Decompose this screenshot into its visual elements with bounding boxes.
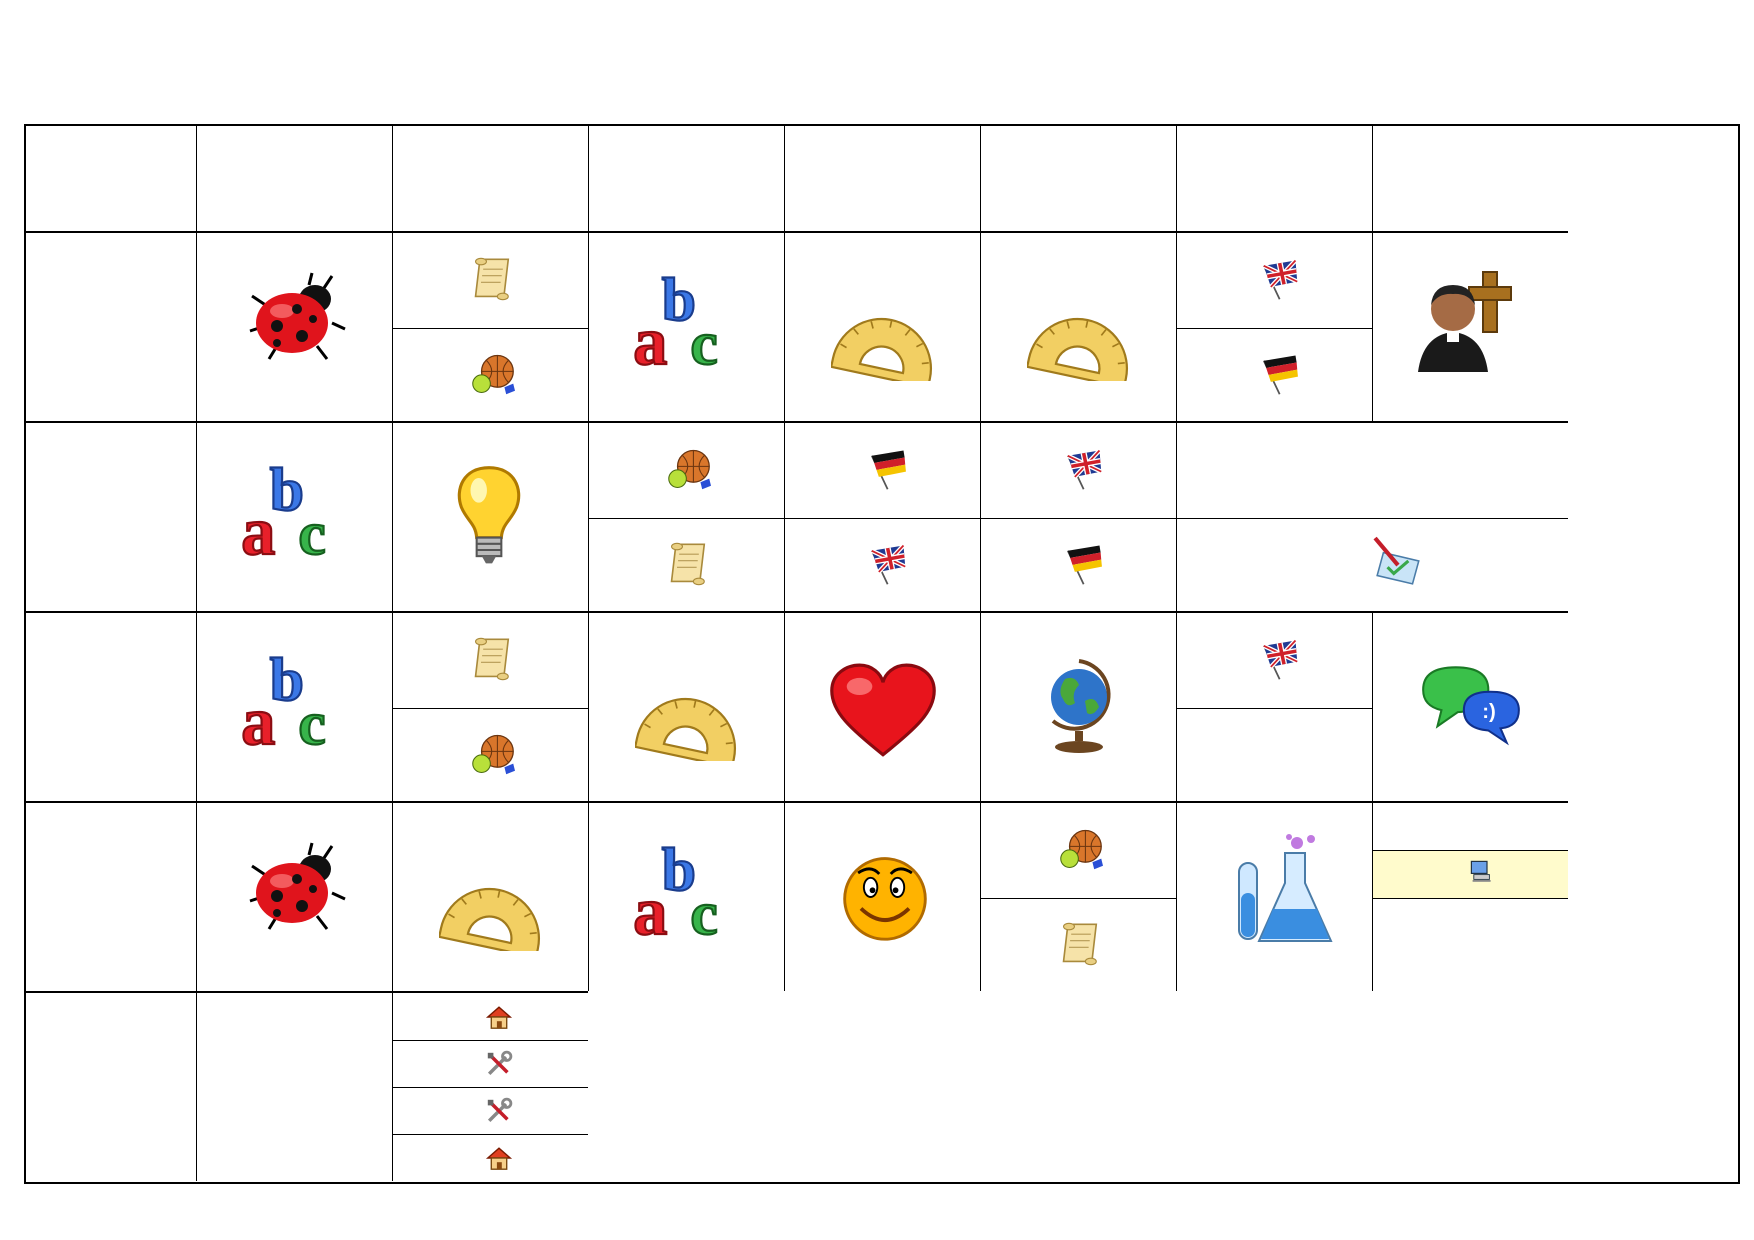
balls-icon [471, 350, 515, 398]
chat-icon [1415, 659, 1527, 751]
svg-text:a: a [241, 493, 276, 563]
lesson-ut3b[interactable] [589, 518, 784, 611]
lesson-stv7[interactable] [1373, 850, 1568, 899]
cell-po-4 [784, 231, 980, 421]
protractor-icon [1027, 291, 1137, 381]
lesson-ut1[interactable] [197, 423, 392, 611]
svg-text:b: b [661, 266, 697, 335]
protractor-icon [635, 671, 745, 761]
ladybug-icon [247, 271, 347, 361]
lesson-po2b[interactable] [393, 328, 588, 421]
cell-pi-1 [196, 991, 392, 1181]
svg-text:c: c [298, 500, 326, 563]
smiley-icon [837, 849, 933, 945]
cell-stv-3 [588, 801, 784, 991]
lesson-stv3[interactable] [589, 803, 784, 991]
cell-ut-3 [588, 421, 784, 611]
lesson-po3[interactable] [589, 233, 784, 421]
de-flag-icon [1255, 350, 1299, 398]
cell-stv-2 [392, 801, 588, 991]
cell-st-4 [784, 611, 980, 801]
svg-text:c: c [690, 880, 718, 943]
cell-po-5 [980, 231, 1176, 421]
lesson-st4[interactable] [785, 613, 980, 801]
de-flag-icon [1059, 540, 1103, 588]
cell-ut-1 [196, 421, 392, 611]
cell-st-6 [1176, 611, 1372, 801]
day-header [26, 421, 196, 611]
cell-divider [1177, 708, 1372, 709]
uk-flag-icon [1059, 445, 1103, 493]
lesson-st3[interactable] [589, 613, 784, 801]
balls-icon [667, 445, 711, 493]
lesson-ut2[interactable] [393, 423, 588, 611]
svg-text:c: c [298, 690, 326, 753]
balls-icon [1059, 825, 1103, 873]
svg-text:b: b [661, 836, 697, 905]
cell-ut-2 [392, 421, 588, 611]
timetable-grid [24, 124, 1740, 1184]
lesson-pi2d[interactable] [393, 1134, 588, 1181]
protractor-icon [831, 291, 941, 381]
abc-icon [239, 643, 349, 753]
lesson-st2a[interactable] [393, 613, 588, 708]
priest-icon [1413, 267, 1523, 377]
cell-st-1 [196, 611, 392, 801]
lesson-ut3a[interactable] [589, 423, 784, 518]
cell-po-3 [588, 231, 784, 421]
svg-text:a: a [633, 873, 668, 943]
ladybug-icon [247, 841, 347, 931]
day-header [26, 991, 196, 1181]
scroll-icon [471, 635, 515, 683]
lesson-pi2c[interactable] [393, 1087, 588, 1134]
lesson-po7[interactable] [1373, 233, 1568, 421]
lesson-po4[interactable] [785, 233, 980, 421]
day-header [26, 801, 196, 991]
period-header-2 [392, 126, 588, 231]
heart-icon [829, 663, 937, 759]
lesson-stv6[interactable] [1177, 803, 1372, 991]
scroll-icon [471, 255, 515, 303]
flask-icon [1227, 833, 1337, 953]
abc-icon [631, 263, 741, 373]
cell-stv-5 [980, 801, 1176, 991]
period-header-7 [1372, 126, 1568, 231]
bulb-icon [453, 463, 525, 567]
protractor-icon [439, 861, 549, 951]
scroll-icon [1059, 920, 1103, 968]
lesson-stv2[interactable] [393, 803, 588, 991]
de-flag-icon [863, 445, 907, 493]
lesson-ut67[interactable] [1177, 518, 1568, 611]
lesson-ut5a[interactable] [981, 423, 1176, 518]
pen-paper-icon [1373, 536, 1425, 588]
cell-po-6 [1176, 231, 1372, 421]
lesson-pi2b[interactable] [393, 1040, 588, 1087]
uk-flag-icon [1255, 635, 1299, 683]
globe-icon [1039, 653, 1119, 757]
lesson-st2b[interactable] [393, 708, 588, 801]
cell-ut-67 [1176, 421, 1568, 611]
svg-text::): :) [1482, 701, 1496, 724]
svg-text:c: c [690, 310, 718, 373]
cell-po-7 [1372, 231, 1568, 421]
lesson-ut4b[interactable] [785, 518, 980, 611]
svg-text:b: b [269, 456, 305, 525]
cell-po-1 [196, 231, 392, 421]
balls-icon [471, 730, 515, 778]
lesson-po1[interactable] [197, 233, 392, 421]
lesson-stv5b[interactable] [981, 898, 1176, 991]
house-icon [485, 1144, 513, 1172]
lesson-po5[interactable] [981, 233, 1176, 421]
lesson-po6b[interactable] [1177, 328, 1372, 421]
uk-flag-icon [863, 540, 907, 588]
cell-pi-2 [392, 991, 588, 1181]
cell-ut-5 [980, 421, 1176, 611]
tools-icon [485, 1097, 513, 1125]
lesson-stv5a[interactable] [981, 803, 1176, 898]
computer-icon [1469, 859, 1493, 883]
cell-st-7 [1372, 611, 1568, 801]
period-header-5 [980, 126, 1176, 231]
period-header-6 [1176, 126, 1372, 231]
abc-icon [239, 453, 349, 563]
day-header [26, 231, 196, 421]
lesson-st5[interactable] [981, 613, 1176, 801]
cell-stv-1 [196, 801, 392, 991]
day-header [26, 611, 196, 801]
scroll-icon [667, 540, 711, 588]
svg-text:a: a [241, 683, 276, 753]
period-header-4 [784, 126, 980, 231]
abc-icon [631, 833, 741, 943]
cell-stv-7 [1372, 801, 1568, 991]
lesson-stv1[interactable] [197, 803, 392, 991]
lesson-st7[interactable] [1373, 613, 1568, 801]
cell-ut-4 [784, 421, 980, 611]
house-icon [485, 1003, 513, 1031]
cell-stv-4 [784, 801, 980, 991]
lesson-po6a[interactable] [1177, 233, 1372, 328]
lesson-ut4a[interactable] [785, 423, 980, 518]
period-header-1 [196, 126, 392, 231]
cell-po-2 [392, 231, 588, 421]
lesson-ut5b[interactable] [981, 518, 1176, 611]
svg-text:b: b [269, 646, 305, 715]
lesson-stv4[interactable] [785, 803, 980, 991]
lesson-pi2a[interactable] [393, 993, 588, 1040]
cell-st-3 [588, 611, 784, 801]
lesson-po2a[interactable] [393, 233, 588, 328]
period-header-3 [588, 126, 784, 231]
cell-st-5 [980, 611, 1176, 801]
lesson-st1[interactable] [197, 613, 392, 801]
lesson-st6a[interactable] [1177, 613, 1372, 708]
cell-stv-6 [1176, 801, 1372, 991]
uk-flag-icon [1255, 255, 1299, 303]
cell-st-2 [392, 611, 588, 801]
svg-text:a: a [633, 303, 668, 373]
tools-icon [485, 1050, 513, 1078]
